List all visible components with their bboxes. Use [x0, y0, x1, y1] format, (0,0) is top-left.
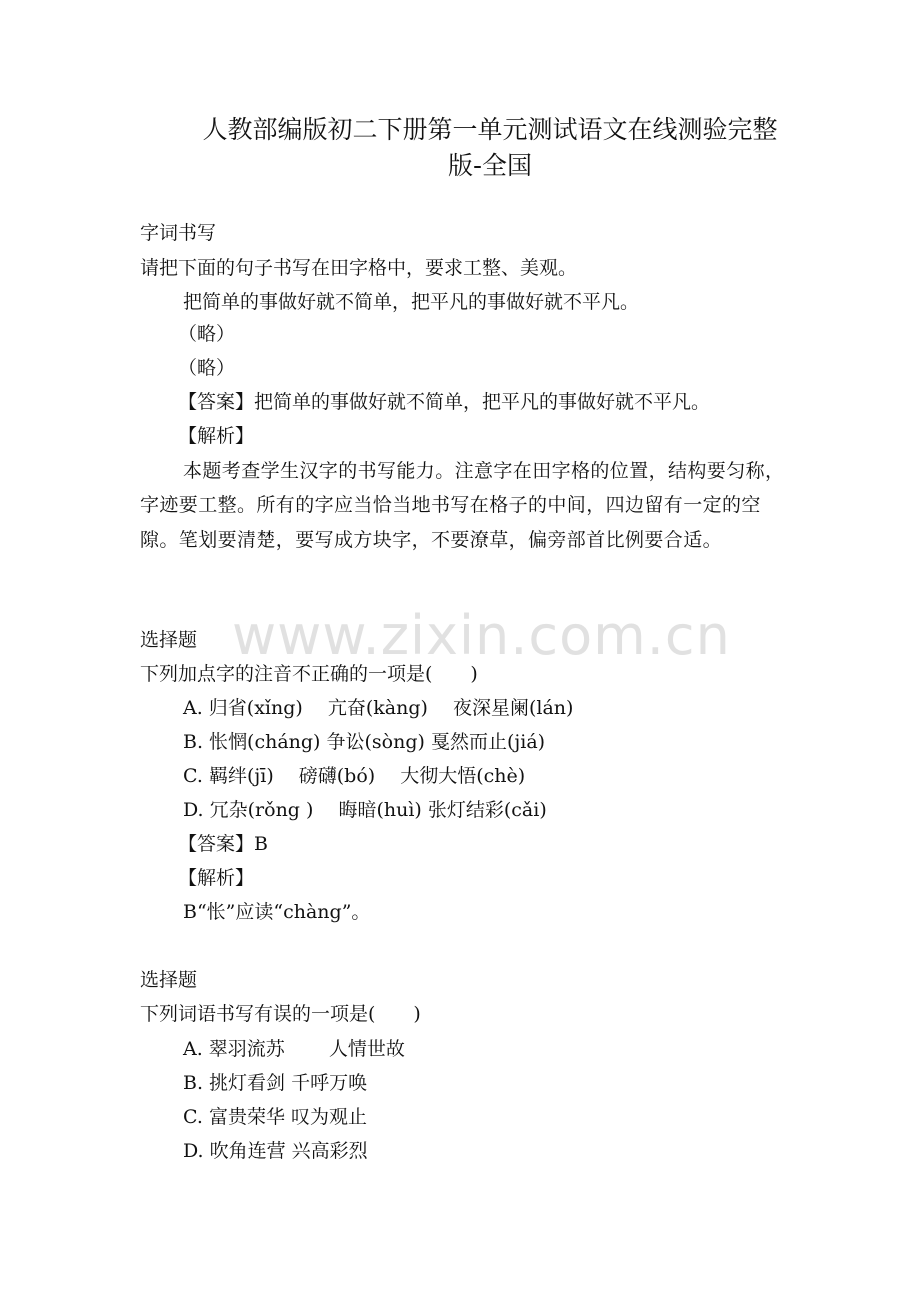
- watermark: www.zixin.com.cn: [232, 604, 731, 667]
- title-line-1: 人教部编版初二下册第一单元测试语文在线测验完整: [202, 115, 778, 144]
- q2-prompt: 下列加点字的注音不正确的一项是( ): [140, 663, 478, 685]
- q3-option-b: B. 挑灯看剑 千呼万唤: [183, 1072, 368, 1094]
- q1-analysis-label: 【解析】: [178, 425, 255, 447]
- q2-analysis: B“怅”应读“chàng”。: [183, 901, 371, 923]
- q3-option-d: D. 吹角连营 兴高彩烈: [183, 1140, 368, 1162]
- q1-analysis: 本题考查学生汉字的书写能力。注意字在田字格的位置，结构要匀称，字迹要工整。所有的字应当恰当地书写在格子的中间，四边留有一定的空隙。笔划要清楚，要写成方块字，不要潦草，偏旁部首比例要合适。: [140, 460, 785, 551]
- q3-type: 选择题: [140, 969, 198, 991]
- q3-prompt: 下列词语书写有误的一项是( ): [140, 1003, 421, 1025]
- q1-answer: 【答案】把简单的事做好就不简单，把平凡的事做好就不平凡。: [178, 391, 711, 413]
- q1-type: 字词书写: [140, 222, 217, 244]
- q1-prompt: 请把下面的句子书写在田字格中，要求工整、美观。: [140, 257, 578, 279]
- q1-sentence: 把简单的事做好就不简单，把平凡的事做好就不平凡。: [183, 291, 640, 313]
- q3-option-a: A. 翠羽流苏 人情世故: [183, 1038, 405, 1060]
- q2-option-c: C. 羁绊(jī) 磅礴(bó) 大彻大悟(chè): [183, 765, 526, 787]
- q2-type: 选择题: [140, 629, 198, 651]
- q2-option-b: B. 怅惘(cháng) 争讼(sòng) 戛然而止(jiá): [183, 731, 546, 753]
- q1-omit-1: （略）: [178, 323, 236, 345]
- document-title: [190, 112, 790, 184]
- q2-answer: 【答案】B: [178, 833, 268, 855]
- q3-option-c: C. 富贵荣华 叹为观止: [183, 1106, 367, 1128]
- q2-analysis-label: 【解析】: [178, 867, 255, 889]
- title-line-2: 版-全国: [447, 151, 533, 180]
- q1-omit-2: （略）: [178, 357, 236, 379]
- q2-option-a: A. 归省(xǐng) 亢奋(kàng) 夜深星阑(lán): [183, 697, 574, 719]
- q2-option-d: D. 冗杂(rǒng ) 晦暗(huì) 张灯结彩(cǎi): [183, 799, 547, 821]
